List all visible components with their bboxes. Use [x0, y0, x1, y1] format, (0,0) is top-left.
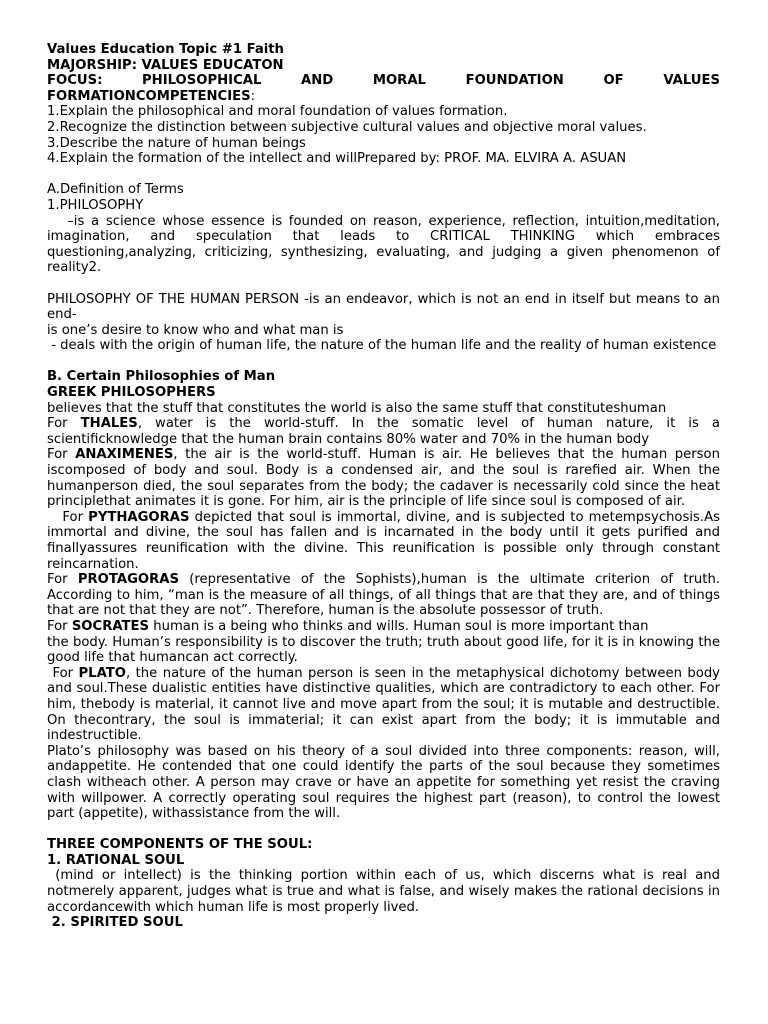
philosophy-human-person-3: - deals with the origin of human life, the nature of the human life and the reality of human existence	[47, 338, 717, 354]
paragraph-pythagoras: For PYTHAGORAS depicted that soul is immortal, divine, and is subjected to metempsychosis.As immortal and divine, the soul has fallen and is incarnated in the body until it gets purified and finallyassures reunification with the divine. This reunification is possible only through constant reincarnation.	[47, 509, 725, 572]
rational-soul-heading: 1. RATIONAL SOUL	[47, 852, 185, 868]
name-protagoras: PROTAGORAS	[77, 572, 179, 588]
philosophy-human-person-2: is one’s desire to know who and what man is	[47, 322, 344, 338]
name-anaximenes: ANAXIMENES	[75, 447, 174, 463]
competency-item: 3.Describe the nature of human beings	[47, 135, 306, 151]
greek-philosophers-heading: GREEK PHILOSOPHERS	[47, 385, 216, 401]
paragraph-plato-2: Plato’s philosophy was based on his theory of a soul divided into three components: reason, will, andappetite. He contended that one could identify the parts of the soul because they sometimes clash witheach other. A person may crave or have an appetite for something yet resist the craving with willpower. A correctly operating soul requires the highest part (reason), to control the lowest part (appetite), withassistance from the will.	[47, 743, 720, 822]
section-a-heading: A.Definition of Terms	[47, 182, 184, 198]
philosophy-definition: –is a science whose essence is founded on reason, experience, reflection, intuition,meditation, imagination, and speculation that leads to CRITICAL THINKING which embraces questioning,analyzing, criticizing, synthesizing, evaluating, and judging a given phenomenon of reality2.	[47, 213, 725, 276]
name-pythagoras: PYTHAGORAS	[88, 509, 190, 525]
name-plato: PLATO	[78, 665, 126, 681]
name-thales: THALES	[80, 416, 138, 432]
majorship-line: MAJORSHIP: VALUES EDUCATON	[47, 57, 284, 73]
greek-intro: believes that the stuff that constitutes the world is also the same stuff that constituteshuman	[47, 400, 667, 416]
paragraph-anaximenes: For ANAXIMENES, the air is the world-stuff. Human is air. He believes that the human person iscomposed of body and soul. Body is a condensed air, and the soul is rarefied air. When the humanperson died, the soul separates from the body; the cadaver is necessarily cold since the heat principlethat animates it is gone. For him, air is the principle of life since soul is composed of air.	[47, 447, 720, 510]
term-philosophy: 1.PHILOSOPHY	[47, 197, 144, 213]
competencies-label: FORMATIONCOMPETENCIES	[47, 88, 251, 104]
focus-line-continued: FORMATIONCOMPETENCIES:	[47, 88, 256, 104]
section-b-heading: B. Certain Philosophies of Man	[47, 369, 276, 385]
paragraph-thales: For THALES, water is the world-stuff. In the somatic level of human nature, it is a scientificknowledge that the human brain contains 80% water and 70% in the human body	[47, 416, 720, 447]
spirited-soul-heading: 2. SPIRITED SOUL	[47, 915, 183, 931]
rational-soul-text: (mind or intellect) is the thinking portion within each of us, which discerns what is real and notmerely apparent, judges what is true and what is false, and wisely makes the rational decisions in accordancewith which human life is most properly lived.	[47, 868, 725, 915]
paragraph-socrates-2: the body. Human’s responsibility is to discover the truth; truth about good life, for it is in knowing the good life that humancan act correctly.	[47, 634, 720, 666]
paragraph-socrates: For SOCRATES human is a being who thinks and wills. Human soul is more important than	[47, 618, 649, 634]
name-socrates: SOCRATES	[71, 618, 150, 634]
competency-item: 4.Explain the formation of the intellect and willPrepared by: PROF. MA. ELVIRA A. ASUAN	[47, 151, 627, 167]
competency-item: 1.Explain the philosophical and moral foundation of values formation.	[47, 104, 508, 120]
paragraph-plato: For PLATO, the nature of the human person is seen in the metaphysical dichotomy between body and soul.These dualistic entities have distinctive qualities, which are contradictory to each other. For him, thebody is material, it cannot live and move apart from the soul; it is mutable and destructible. On thecontrary, the soul is immaterial; it can exist apart from the body; it is immutable and indestructible.	[47, 665, 725, 744]
document-page	[47, 42, 725, 931]
paragraph-protagoras: For PROTAGORAS (representative of the Sophists),human is the ultimate criterion of truth. According to him, “man is the measure of all things, of all things that are that they are, and of things that are not that they are not”. Therefore, human is the absolute possessor of truth.	[47, 572, 720, 619]
philosophy-human-person: PHILOSOPHY OF THE HUMAN PERSON -is an endeavor, which is not an end in itself but means to an end-	[47, 291, 720, 323]
document-title: Values Education Topic #1 Faith	[47, 42, 284, 57]
focus-line: FOCUS: PHILOSOPHICAL AND MORAL FOUNDATION OF VALUES	[47, 73, 720, 89]
competency-item: 2.Recognize the distinction between subjective cultural values and objective moral values.	[47, 119, 647, 135]
soul-components-heading: THREE COMPONENTS OF THE SOUL:	[47, 837, 313, 853]
